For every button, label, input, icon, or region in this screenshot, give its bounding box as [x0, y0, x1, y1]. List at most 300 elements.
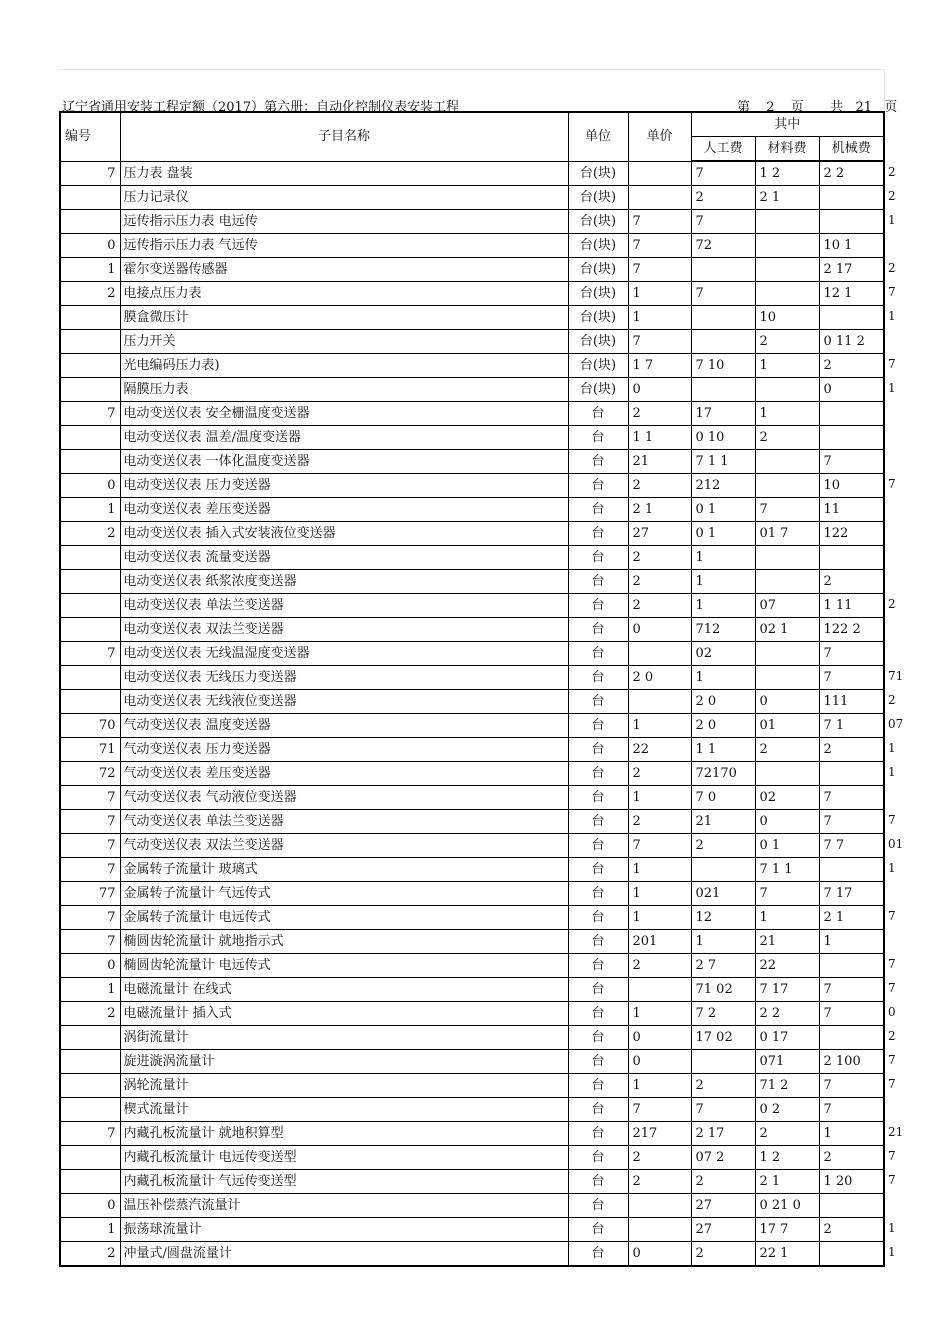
table-row	[60, 906, 884, 930]
row-unit: 台(块)	[568, 161, 628, 186]
row-unit: 台	[568, 1146, 628, 1170]
row-machine	[819, 186, 884, 210]
row-price: 2	[628, 474, 691, 498]
row-price: 2	[628, 1146, 691, 1170]
row-labor: 7 10	[691, 354, 755, 378]
row-code	[60, 354, 120, 378]
row-unit: 台	[568, 546, 628, 570]
row-code: 7	[60, 161, 120, 186]
row-code	[60, 618, 120, 642]
row-name: 内藏孔板流量计 气远传变送型	[120, 1170, 568, 1194]
row-unit: 台	[568, 906, 628, 930]
row-unit: 台	[568, 618, 628, 642]
row-name: 金属转子流量计 气远传式	[120, 882, 568, 906]
row-price: 1	[628, 714, 691, 738]
row-machine: 2	[819, 354, 884, 378]
row-material: 1	[755, 354, 819, 378]
row-unit: 台	[568, 690, 628, 714]
row-name: 涡轮流量计	[120, 1074, 568, 1098]
row-machine: 0	[819, 378, 884, 402]
table-row	[60, 161, 884, 186]
row-labor: 17	[691, 402, 755, 426]
row-machine: 122 2	[819, 618, 884, 642]
row-code: 7	[60, 786, 120, 810]
row-material: 01	[755, 714, 819, 738]
table-row	[60, 1002, 884, 1026]
row-code	[60, 546, 120, 570]
row-name: 电动变送仪表 无线液位变送器	[120, 690, 568, 714]
row-code: 71	[60, 738, 120, 762]
row-machine: 7	[819, 642, 884, 666]
row-name: 光电编码压力表)	[120, 354, 568, 378]
header-group: 其中	[691, 112, 884, 137]
row-machine: 122	[819, 522, 884, 546]
row-machine: 7	[819, 1098, 884, 1122]
row-unit: 台	[568, 570, 628, 594]
row-code: 7	[60, 642, 120, 666]
header-machine: 机械费	[819, 137, 884, 162]
table-row	[60, 522, 884, 546]
row-machine: 7	[819, 810, 884, 834]
row-machine: 0 11 2	[819, 330, 884, 354]
row-name: 压力表 盘装	[120, 161, 568, 186]
row-machine: 1 20	[819, 1170, 884, 1194]
row-labor: 72	[691, 234, 755, 258]
row-material: 2	[755, 330, 819, 354]
row-price: 1	[628, 1002, 691, 1026]
row-code: 0	[60, 474, 120, 498]
row-machine: 2 100	[819, 1050, 884, 1074]
row-material	[755, 546, 819, 570]
row-price: 2	[628, 1170, 691, 1194]
row-extra-mark: 7	[888, 285, 896, 299]
row-material: 1 2	[755, 161, 819, 186]
row-labor: 1	[691, 666, 755, 690]
row-extra-mark: 2	[888, 189, 896, 203]
row-price: 0	[628, 618, 691, 642]
row-labor: 0 1	[691, 498, 755, 522]
table-row	[60, 618, 884, 642]
row-machine: 2 17	[819, 258, 884, 282]
row-labor: 2 7	[691, 954, 755, 978]
row-code: 0	[60, 1194, 120, 1218]
row-price: 1	[628, 1074, 691, 1098]
row-extra-mark: 7	[888, 477, 896, 491]
table-body	[60, 161, 884, 1266]
row-machine: 10	[819, 474, 884, 498]
row-labor: 07 2	[691, 1146, 755, 1170]
row-material: 2 2	[755, 1002, 819, 1026]
row-price: 1 1	[628, 426, 691, 450]
table-row	[60, 498, 884, 522]
row-unit: 台	[568, 1122, 628, 1146]
row-material: 02 1	[755, 618, 819, 642]
row-machine: 7 1	[819, 714, 884, 738]
row-unit: 台	[568, 810, 628, 834]
row-code: 0	[60, 954, 120, 978]
total-pages: 21	[855, 100, 872, 115]
row-material: 2 1	[755, 1170, 819, 1194]
row-price	[628, 642, 691, 666]
row-code: 0	[60, 234, 120, 258]
row-labor	[691, 306, 755, 330]
row-unit: 台	[568, 1098, 628, 1122]
row-material: 1 2	[755, 1146, 819, 1170]
row-material: 02	[755, 786, 819, 810]
row-machine	[819, 1194, 884, 1218]
row-unit: 台	[568, 642, 628, 666]
table-row	[60, 978, 884, 1002]
row-extra-mark: 7	[888, 813, 896, 827]
table-row	[60, 1074, 884, 1098]
header-material: 材料费	[755, 137, 819, 162]
row-machine: 111	[819, 690, 884, 714]
row-price	[628, 690, 691, 714]
row-price: 2	[628, 546, 691, 570]
row-code	[60, 666, 120, 690]
row-material: 0 21 0	[755, 1194, 819, 1218]
row-code: 7	[60, 834, 120, 858]
row-price: 1	[628, 858, 691, 882]
row-price: 2 1	[628, 498, 691, 522]
table-row	[60, 594, 884, 618]
row-price: 2	[628, 762, 691, 786]
row-price: 27	[628, 522, 691, 546]
row-code: 7	[60, 858, 120, 882]
row-material: 17 7	[755, 1218, 819, 1242]
row-name: 楔式流量计	[120, 1098, 568, 1122]
row-labor: 17 02	[691, 1026, 755, 1050]
row-code	[60, 450, 120, 474]
table-row	[60, 954, 884, 978]
row-material	[755, 234, 819, 258]
table-row	[60, 282, 884, 306]
row-name: 内藏孔板流量计 电远传变送型	[120, 1146, 568, 1170]
row-labor: 7	[691, 161, 755, 186]
row-material: 2	[755, 738, 819, 762]
row-price: 217	[628, 1122, 691, 1146]
row-price: 2	[628, 402, 691, 426]
row-unit: 台	[568, 714, 628, 738]
table-row	[60, 234, 884, 258]
row-machine	[819, 210, 884, 234]
row-labor: 7 0	[691, 786, 755, 810]
row-name: 冲量式/圆盘流量计	[120, 1242, 568, 1267]
row-material: 22	[755, 954, 819, 978]
table-row	[60, 666, 884, 690]
row-unit: 台	[568, 954, 628, 978]
row-code	[60, 1098, 120, 1122]
table-row	[60, 930, 884, 954]
row-material: 22 1	[755, 1242, 819, 1267]
row-code	[60, 186, 120, 210]
row-machine	[819, 1026, 884, 1050]
row-machine	[819, 1242, 884, 1267]
row-price: 7	[628, 834, 691, 858]
row-labor: 0 10	[691, 426, 755, 450]
row-unit: 台(块)	[568, 378, 628, 402]
total-label: 共	[830, 100, 844, 115]
table-row	[60, 570, 884, 594]
table-row	[60, 714, 884, 738]
row-extra-mark: 0	[888, 1005, 896, 1019]
page-label-end: 页	[884, 100, 898, 115]
row-unit: 台	[568, 858, 628, 882]
row-unit: 台(块)	[568, 282, 628, 306]
row-material	[755, 210, 819, 234]
table-row	[60, 354, 884, 378]
page-border-top	[58, 69, 884, 70]
row-name: 电动变送仪表 纸浆浓度变送器	[120, 570, 568, 594]
table-row	[60, 306, 884, 330]
row-material: 0 1	[755, 834, 819, 858]
row-machine	[819, 402, 884, 426]
row-price: 0	[628, 1026, 691, 1050]
row-unit: 台	[568, 930, 628, 954]
row-machine: 7	[819, 978, 884, 1002]
row-name: 气动变送仪表 压力变送器	[120, 738, 568, 762]
row-extra-mark: 2	[888, 165, 896, 179]
row-extra-mark: 7	[888, 1149, 896, 1163]
row-code	[60, 330, 120, 354]
row-labor	[691, 378, 755, 402]
row-material: 1	[755, 402, 819, 426]
row-name: 气动变送仪表 气动液位变送器	[120, 786, 568, 810]
row-material	[755, 450, 819, 474]
row-labor: 1	[691, 546, 755, 570]
row-code	[60, 1026, 120, 1050]
row-unit: 台(块)	[568, 258, 628, 282]
table-row	[60, 546, 884, 570]
row-price: 22	[628, 738, 691, 762]
header-code: 编号	[60, 112, 120, 161]
row-code	[60, 1170, 120, 1194]
row-price: 7	[628, 234, 691, 258]
page-number: 2	[766, 100, 775, 115]
table-row	[60, 210, 884, 234]
row-material: 01 7	[755, 522, 819, 546]
header-unit: 单位	[568, 112, 628, 161]
row-machine: 11	[819, 498, 884, 522]
row-unit: 台(块)	[568, 210, 628, 234]
row-code	[60, 594, 120, 618]
row-price: 7	[628, 210, 691, 234]
row-name: 电磁流量计 在线式	[120, 978, 568, 1002]
row-name: 内藏孔板流量计 就地积算型	[120, 1122, 568, 1146]
row-name: 远传指示压力表 电远传	[120, 210, 568, 234]
row-labor: 02	[691, 642, 755, 666]
row-labor: 2	[691, 1242, 755, 1267]
table-row	[60, 858, 884, 882]
row-name: 电动变送仪表 插入式安装液位变送器	[120, 522, 568, 546]
row-code: 70	[60, 714, 120, 738]
table-row	[60, 258, 884, 282]
row-material: 2 1	[755, 186, 819, 210]
row-unit: 台	[568, 1194, 628, 1218]
row-machine: 1 11	[819, 594, 884, 618]
row-price: 1	[628, 882, 691, 906]
row-machine: 2	[819, 570, 884, 594]
row-name: 气动变送仪表 温度变送器	[120, 714, 568, 738]
row-machine	[819, 546, 884, 570]
row-unit: 台	[568, 1074, 628, 1098]
table-row	[60, 1218, 884, 1242]
row-price: 0	[628, 1050, 691, 1074]
row-machine: 2	[819, 738, 884, 762]
row-extra-mark: 2	[888, 1029, 896, 1043]
row-machine: 7	[819, 450, 884, 474]
table-row	[60, 834, 884, 858]
row-labor: 71 02	[691, 978, 755, 1002]
row-name: 电动变送仪表 无线温湿度变送器	[120, 642, 568, 666]
row-extra-mark: 7	[888, 909, 896, 923]
row-name: 电动变送仪表 双法兰变送器	[120, 618, 568, 642]
table-row	[60, 810, 884, 834]
row-material	[755, 474, 819, 498]
row-material: 0 17	[755, 1026, 819, 1050]
row-extra-mark: 2	[888, 597, 896, 611]
row-machine: 7 17	[819, 882, 884, 906]
row-extra-mark: 1	[888, 381, 896, 395]
row-labor	[691, 258, 755, 282]
table-row	[60, 1170, 884, 1194]
row-labor: 2 0	[691, 690, 755, 714]
page-label-pre: 第	[737, 100, 751, 115]
row-name: 电动变送仪表 流量变送器	[120, 546, 568, 570]
row-extra-mark: 71	[888, 669, 904, 683]
row-machine: 2 1	[819, 906, 884, 930]
row-name: 电动变送仪表 压力变送器	[120, 474, 568, 498]
row-material: 071	[755, 1050, 819, 1074]
row-unit: 台	[568, 834, 628, 858]
row-material	[755, 258, 819, 282]
row-material	[755, 378, 819, 402]
row-code	[60, 1146, 120, 1170]
row-labor	[691, 1050, 755, 1074]
row-unit: 台	[568, 474, 628, 498]
row-name: 旋进漩涡流量计	[120, 1050, 568, 1074]
row-unit: 台(块)	[568, 234, 628, 258]
table-header	[60, 112, 884, 161]
row-code: 7	[60, 930, 120, 954]
row-machine: 7	[819, 1074, 884, 1098]
row-material: 0 2	[755, 1098, 819, 1122]
row-labor: 27	[691, 1218, 755, 1242]
row-labor: 27	[691, 1194, 755, 1218]
row-price: 2 0	[628, 666, 691, 690]
row-material	[755, 762, 819, 786]
row-code: 7	[60, 1122, 120, 1146]
row-code: 7	[60, 810, 120, 834]
row-material: 07	[755, 594, 819, 618]
document-title: 辽宁省通用安装工程定额（2017）第六册：自动化控制仪表安装工程	[62, 100, 460, 115]
row-machine	[819, 762, 884, 786]
row-machine	[819, 858, 884, 882]
table-row	[60, 690, 884, 714]
row-labor: 2	[691, 1170, 755, 1194]
row-material: 0	[755, 690, 819, 714]
row-name: 电动变送仪表 差压变送器	[120, 498, 568, 522]
row-name: 压力开关	[120, 330, 568, 354]
row-machine: 2	[819, 1146, 884, 1170]
row-unit: 台(块)	[568, 186, 628, 210]
row-price: 1	[628, 786, 691, 810]
row-unit: 台	[568, 450, 628, 474]
table-row	[60, 1242, 884, 1267]
row-labor: 2 0	[691, 714, 755, 738]
row-unit: 台	[568, 1242, 628, 1267]
table-row	[60, 474, 884, 498]
row-extra-mark: 1	[888, 861, 896, 875]
table-row	[60, 1098, 884, 1122]
row-price: 7	[628, 330, 691, 354]
row-price: 7	[628, 258, 691, 282]
table-row	[60, 738, 884, 762]
row-extra-mark: 7	[888, 357, 896, 371]
row-machine: 7	[819, 1002, 884, 1026]
row-labor: 7	[691, 210, 755, 234]
row-labor	[691, 858, 755, 882]
row-code: 2	[60, 522, 120, 546]
row-code	[60, 570, 120, 594]
row-price: 2	[628, 810, 691, 834]
row-unit: 台	[568, 1026, 628, 1050]
row-code: 72	[60, 762, 120, 786]
row-unit: 台	[568, 1170, 628, 1194]
row-price: 201	[628, 930, 691, 954]
row-code: 2	[60, 1002, 120, 1026]
table-row	[60, 186, 884, 210]
row-extra-mark: 7	[888, 1173, 896, 1187]
row-material: 7 17	[755, 978, 819, 1002]
table-row	[60, 882, 884, 906]
row-extra-mark: 7	[888, 1053, 896, 1067]
row-unit: 台	[568, 786, 628, 810]
header-price: 单价	[628, 112, 691, 161]
table-row	[60, 786, 884, 810]
row-unit: 台	[568, 522, 628, 546]
row-unit: 台	[568, 762, 628, 786]
row-price	[628, 161, 691, 186]
row-extra-mark: 7	[888, 957, 896, 971]
row-price: 0	[628, 378, 691, 402]
row-unit: 台	[568, 1002, 628, 1026]
row-code: 77	[60, 882, 120, 906]
row-name: 电动变送仪表 安全栅温度变送器	[120, 402, 568, 426]
row-extra-mark: 2	[888, 261, 896, 275]
quota-table	[59, 111, 885, 1267]
row-name: 霍尔变送器传感器	[120, 258, 568, 282]
row-machine: 12 1	[819, 282, 884, 306]
row-machine: 7	[819, 666, 884, 690]
row-name: 椭圆齿轮流量计 就地指示式	[120, 930, 568, 954]
row-material	[755, 642, 819, 666]
page-label-mid: 页	[790, 100, 804, 115]
table-row	[60, 1146, 884, 1170]
row-labor: 021	[691, 882, 755, 906]
row-material: 10	[755, 306, 819, 330]
row-code	[60, 210, 120, 234]
row-price: 2	[628, 954, 691, 978]
row-price: 1	[628, 906, 691, 930]
row-code	[60, 378, 120, 402]
row-unit: 台	[568, 1050, 628, 1074]
row-labor: 212	[691, 474, 755, 498]
row-extra-mark: 1	[888, 741, 896, 755]
row-machine: 1	[819, 1122, 884, 1146]
row-labor: 1	[691, 594, 755, 618]
row-price: 21	[628, 450, 691, 474]
